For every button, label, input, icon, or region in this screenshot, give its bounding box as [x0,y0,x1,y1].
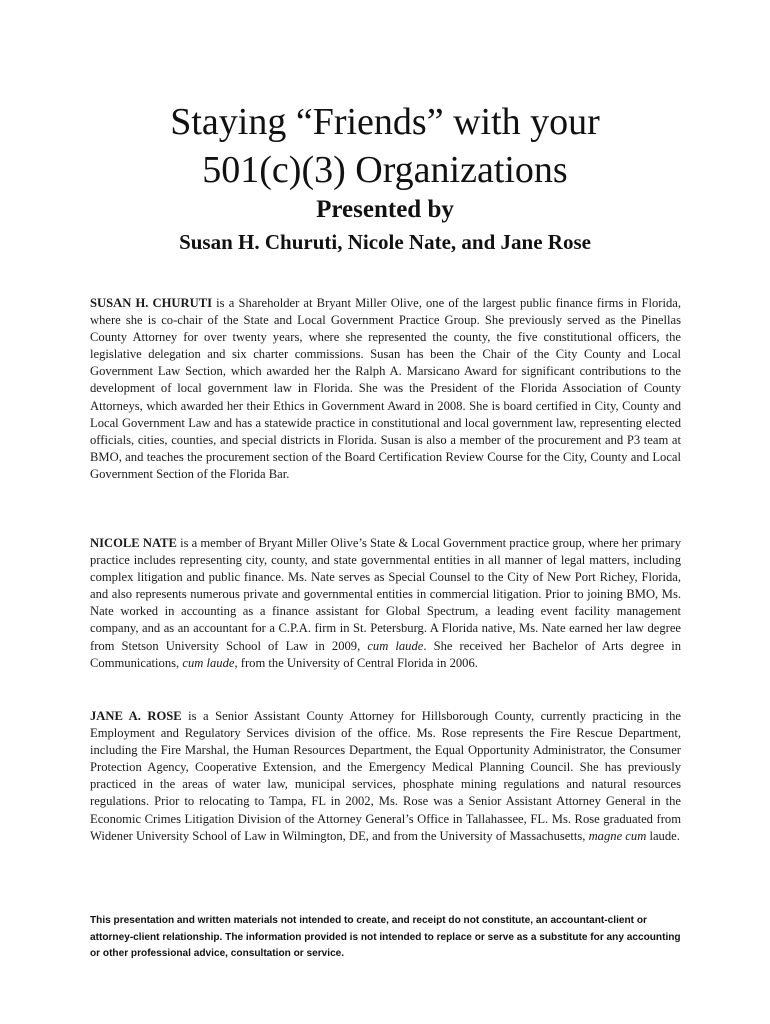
bio-text-jane-1: is a Senior Assistant County Attorney for Hillsborough County, currently practicing in the Employment and Regulatory Services division of the office. Ms. Rose represents the Fire Rescue Department, including the Fire Marshal, the Human Resources Department, the Equal Opportunity Administrator, the Consumer Protection Agency, Cooperative Extension, and the Emergency Medical Planning Council. She has previously practiced in the areas of water law, municipal services, phosphate mining regulations and natural resources regulations. Prior to relocating to Tampa, FL in 2002, Ms. Rose was a Senior Assistant Attorney General in the Economic Crimes Litigation Division of the Attorney General’s Office in Tallahassee, FL. Ms. Rose graduated from Widener University School of Law in Wilmington, DE, and from the University of Massachusetts, [90,709,682,843]
bio-name-jane: JANE A. ROSE [90,709,182,723]
bio-text-nicole-3: , from the University of Central Florida in 2006. [234,655,478,670]
bio-honor-nicole-2: cum laude [182,655,235,670]
presented-by-heading: Presented by [316,196,454,223]
bio-nicole-nate [90,535,681,672]
bio-text-nicole-2: . She received her Bachelor of Arts degree in Communications, [90,638,682,670]
bio-susan-churuti [90,295,681,483]
bio-text-nicole-1: is a member of Bryant Miller Olive’s State & Local Government practice group, where her primary practice includes representing city, county, and state governmental entities in all manner of legal matters, including complex litigation and public finance. Ms. Nate serves as Special Counsel to the City of New Port Richey, Florida, and also represents numerous private and governmental entities in commercial litigation. Prior to joining BMO, Ms. Nate worked in accounting as a finance assistant for Global Spectrum, a leading event facility management company, and as an accountant for a C.P.A. firm in St. Petersburg. A Florida native, Ms. Nate earned her law degree from Stetson University School of Law in 2009, [90,536,682,653]
title-line-2: 501(c)(3) Organizations [202,149,568,191]
disclaimer-note: This presentation and written materials not intended to create, and receipt do not constitute, an accountant-client or attorney-client relationship. The information provided is not intended to replace or serve as a substitute for any accounting or other professional advice, consultation or service. [90,915,681,959]
bio-honor-jane: magne cum [588,828,647,843]
bio-text-susan: is a Shareholder at Bryant Miller Olive, one of the largest public finance firms in Florida, where she is co-chair of the State and Local Government Practice Group. She previously served as the Pinellas County Attorney for over twenty years, where she represented the county, the five constitutional officers, the legislative delegation and six charter commissions. Susan has been the Chair of the City County and Local Government Law Section, which awarded her the Ralph A. Marsicano Award for significant contributions to the development of local government law in Florida. She was the President of the Florida Association of County Attorneys, which awarded her their Ethics in Government Award in 2008. She is board certified in City, County and Local Government Law and has a statewide practice in constitutional and local government law, representing elected officials, cities, counties, and special districts in Florida. Susan is also a member of the procurement and P3 team at BMO, and teaches the procurement section of the Board Certification Review Course for the City, County and Local Government Section of the Florida Bar. [90,296,681,481]
bio-name-susan: SUSAN H. CHURUTI [90,296,213,310]
bio-text-jane-2: laude. [646,828,680,843]
bio-honor-nicole-1: cum laude [367,638,424,653]
presenters-heading: Susan H. Churuti, Nicole Nate, and Jane Rose [179,230,591,254]
bio-name-nicole: NICOLE NATE [90,536,177,550]
bio-jane-rose [90,708,681,845]
title-line-1: Staying “Friends” with your [170,101,600,143]
